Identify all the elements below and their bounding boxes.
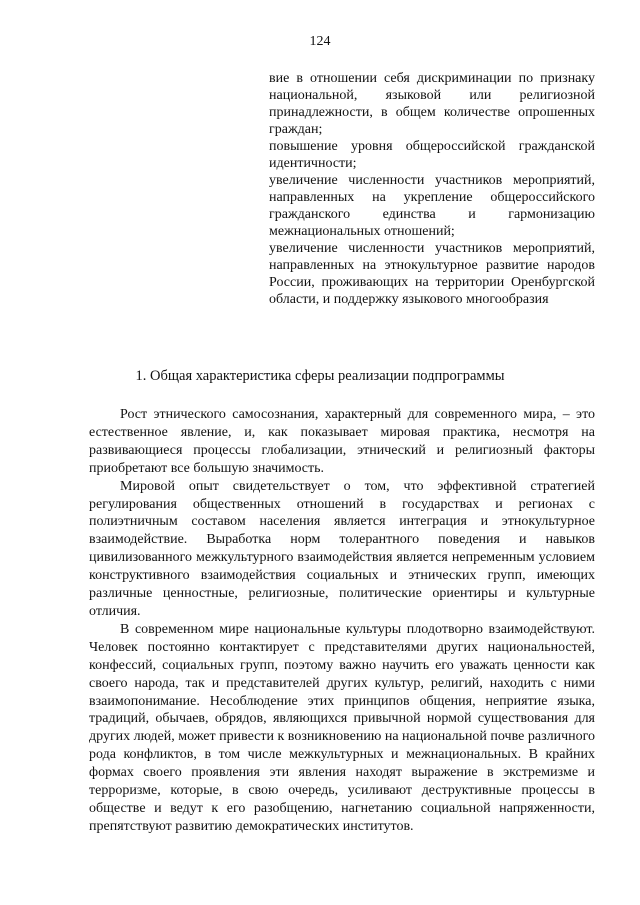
indicator-item: повышение уровня общероссийской гражданской идентичности; [269,139,595,171]
section-title: 1. Общая характеристика сферы реализации подпрограммы [135,368,505,384]
indicator-item: увеличение численности участников мероприятий, направленных на укрепление общероссийского гражданского единства и гармонизацию межнациональных отношений; [269,173,595,239]
body-text [89,406,595,836]
indicator-list [269,70,595,308]
paragraph: Рост этнического самосознания, характерный для современного мира, – это естественное явление, и, как показывает мировая практика, несмотря на развивающиеся процессы глобализации, этнический и религиозный факторы приобретают все большую значимость. [89,407,595,476]
paragraph: В современном мире национальные культуры плодотворно взаимодействуют. Человек постоянно контактирует с представителями других национальностей, конфессий, социальных групп, поэтому важно научить его уважать ценности как своего народа, так и представителей других культур, религий, находить с ними взаимопонимание. Несоблюдение этих принципов общения, неприятие языка, традиций, обычаев, обрядов, являющихся привычной нормой существования для других людей, может привести к возникновению на национальной почве различного рода конфликтов, в том числе межкультурных и межнациональных. В крайних формах своего проявления эти явления находят выражение в экстремизме и терроризме, которые, в свою очередь, усиливают деструктивные процессы в обществе и ведут к его разобщению, нагнетанию социальной напряженности, препятствуют развитию демократических институтов. [89,621,595,834]
page-number: 124 [309,34,331,49]
paragraph: Мировой опыт свидетельствует о том, что эффективной стратегией регулирования общественных отношений в государствах и регионах с полиэтничным составом населения является интеграция и этнокультурное взаимодействие. Выработка норм толерантного поведения и навыков цивилизованного межкультурного взаимодействия является непременным условием конструктивного взаимодействия социальных и этнических групп, имеющих различные ценностные, религиозные, политические ориентиры и культурные отличия. [89,478,595,619]
indicator-item: вие в отношении себя дискриминации по признаку национальной, языковой или религиозной принадлежности, в общем количестве опрошенных граждан; [269,71,595,137]
indicator-item: увеличение численности участников мероприятий, направленных на этнокультурное развитие народов России, проживающих на территории Оренбургской области, и поддержку языкового многообразия [269,241,595,307]
